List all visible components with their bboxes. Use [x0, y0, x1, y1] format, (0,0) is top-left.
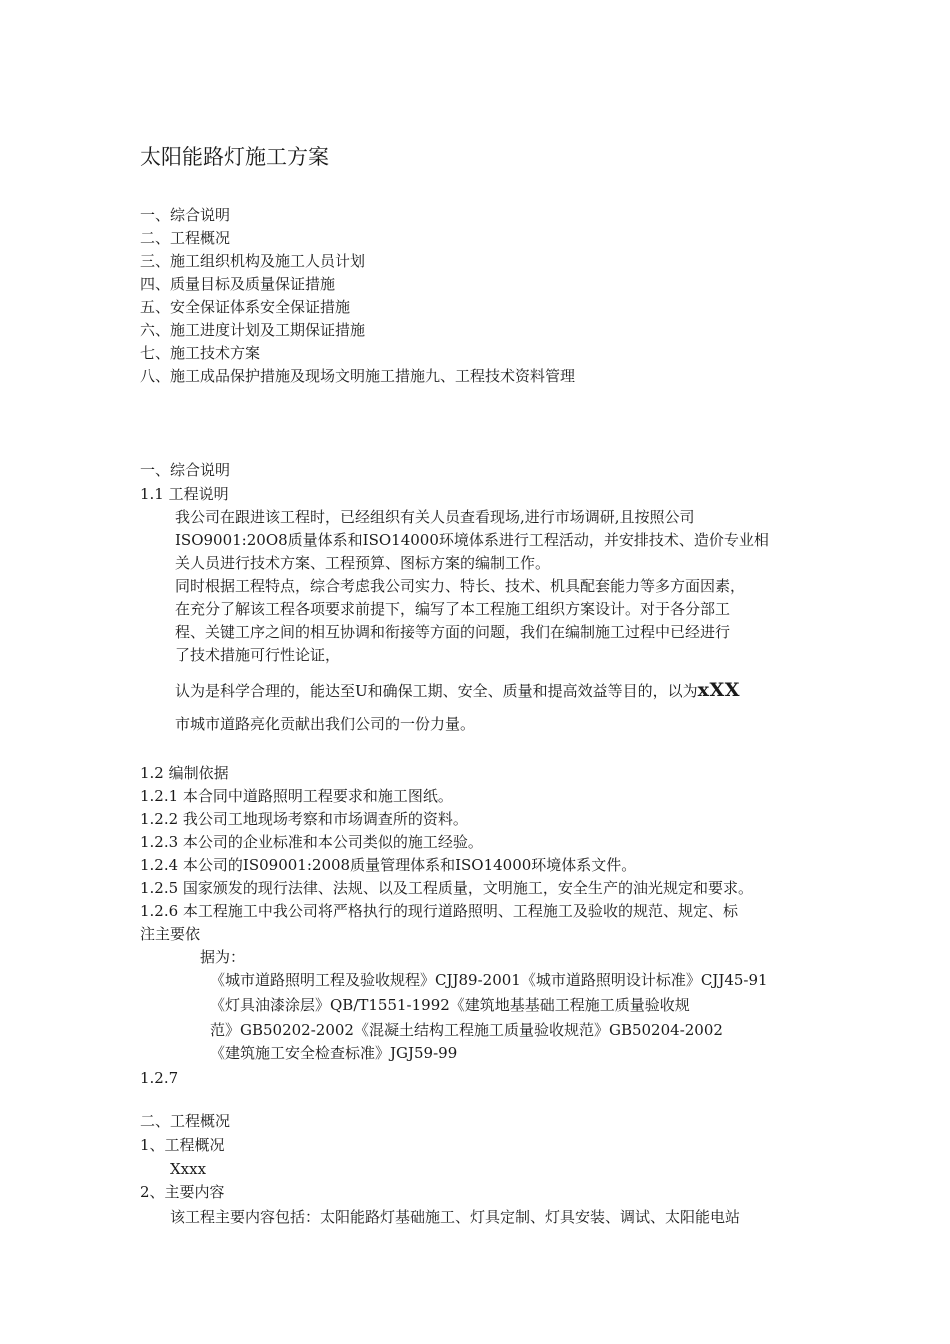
paragraph-line: 市城市道路亮化贡献出我们公司的一份力量。	[175, 715, 476, 733]
section-heading: 一、综合说明	[140, 461, 231, 479]
basis-item-continued: 注主要依	[140, 925, 201, 943]
basis-item: 1.2.4 本公司的IS09001:2008质量管理体系和ISO14000环境体系文件。	[140, 856, 637, 874]
toc-item: 八、施工成品保护措施及现场文明施工措施九、工程技术资料管理	[140, 367, 576, 385]
paragraph-text: 认为是科学合理的，能达至U和确保工期、安全、质量和提高效益等目的，以为	[175, 682, 698, 700]
table-of-contents	[140, 204, 575, 388]
basis-item: 1.2.2 我公司工地现场考察和市场调查所的资料。	[140, 810, 468, 828]
paragraph-line: 我公司在跟进该工程时，已经组织有关人员查看现场,进行市场调研,且按照公司	[175, 508, 695, 526]
paragraph-line: 程、关键工序之间的相互协调和衔接等方面的问题，我们在编制施工过程中已经进行	[175, 623, 731, 641]
basis-item: 1.2.7	[140, 1069, 179, 1087]
item-text: Xxxx	[170, 1160, 207, 1178]
placeholder-text: xXX	[697, 679, 740, 701]
document-title: 太阳能路灯施工方案	[140, 145, 329, 169]
paragraph-line	[175, 680, 740, 701]
toc-item: 四、质量目标及质量保证措施	[140, 275, 336, 293]
paragraph-line: 在充分了解该工程各项要求前提下，编写了本工程施工组织方案设计。对于各分部工	[175, 600, 731, 618]
toc-item: 七、施工技术方案	[140, 344, 261, 362]
basis-item: 1.2.1 本合同中道路照明工程要求和施工图纸。	[140, 787, 453, 805]
paragraph-line: ISO9001:20O8质量体系和ISO14000环境体系进行工程活动，并安排技术、造价专业相	[175, 531, 769, 549]
section-heading: 二、工程概况	[140, 1112, 231, 1130]
item-heading: 1、工程概况	[140, 1136, 225, 1154]
item-heading: 2、主要内容	[140, 1183, 225, 1201]
subsection-heading: 1.1 工程说明	[140, 485, 229, 503]
paragraph-line: 同时根据工程特点，综合考虑我公司实力、特长、技术、机具配套能力等多方面因素，	[175, 577, 746, 595]
standard-line: 《灯具油漆涂层》QB/T1551-1992《建筑地基基础工程施工质量验收规	[210, 996, 690, 1014]
subsection-heading: 1.2 编制依据	[140, 764, 229, 782]
basis-label: 据为：	[200, 948, 246, 966]
paragraph-line: 了技术措施可行性论证，	[175, 646, 341, 664]
toc-item: 三、施工组织机构及施工人员计划	[140, 252, 366, 270]
standard-line: 《城市道路照明工程及验收规程》CJJ89-2001《城市道路照明设计标准》CJJ45-91	[210, 971, 768, 989]
toc-item: 二、工程概况	[140, 229, 231, 247]
toc-item: 五、安全保证体系安全保证措施	[140, 298, 351, 316]
item-text: 该工程主要内容包括：太阳能路灯基础施工、灯具定制、灯具安装、调试、太阳能电站	[170, 1208, 741, 1226]
paragraph-line: 关人员进行技术方案、工程预算、图标方案的编制工作。	[175, 554, 551, 572]
basis-item: 1.2.3 本公司的企业标准和本公司类似的施工经验。	[140, 833, 483, 851]
toc-item: 一、综合说明	[140, 206, 231, 224]
basis-item: 1.2.6 本工程施工中我公司将严格执行的现行道路照明、工程施工及验收的规范、规定、标	[140, 902, 738, 920]
standard-line: 范》GB50202-2002《混凝土结构工程施工质量验收规范》GB50204-2002	[210, 1021, 723, 1039]
standard-line: 《建筑施工安全检查标准》JGJ59-99	[210, 1044, 458, 1062]
basis-item: 1.2.5 国家颁发的现行法律、法规、以及工程质量，文明施工，安全生产的油光规定和要求。	[140, 879, 753, 897]
toc-item: 六、施工进度计划及工期保证措施	[140, 321, 366, 339]
